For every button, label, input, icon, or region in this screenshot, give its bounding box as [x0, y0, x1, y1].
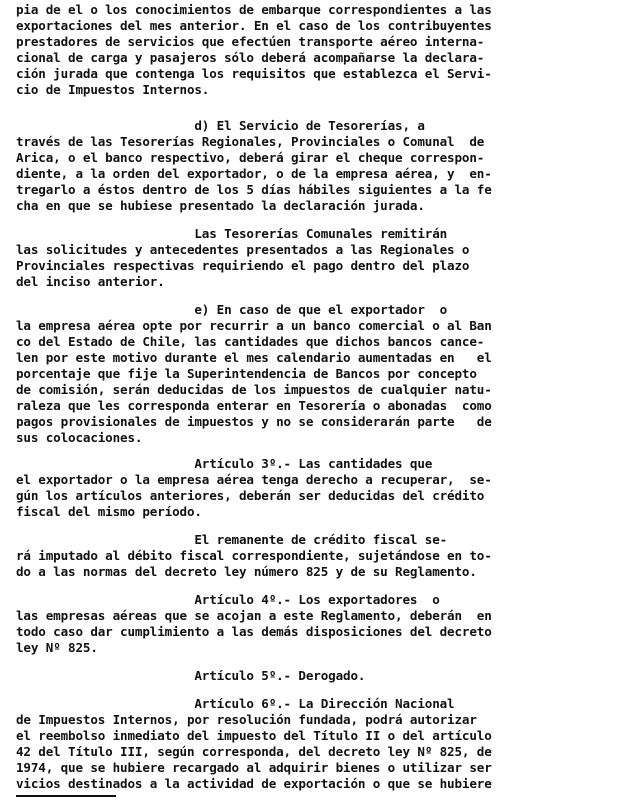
text-line: rá imputado al débito fiscal correspondiente, sujetándose en to-: [16, 548, 492, 563]
text-line: el exportador o la empresa aérea tenga derecho a recuperar, se-: [16, 472, 492, 487]
text-line: las solicitudes y antecedentes presentados a las Regionales o: [16, 242, 470, 257]
text-line: porcentaje que fije la Superintendencia de Bancos por concepto: [16, 366, 477, 381]
text-line: Las Tesorerías Comunales remitirán: [16, 226, 448, 241]
text-line: Provinciales respectivas requiriendo el pago dentro del plazo: [16, 258, 470, 273]
text-line: d) El Servicio de Tesorerías, a: [16, 118, 425, 133]
text-line: de comisión, serán deducidas de los impuestos de cualquier natu-: [16, 382, 492, 397]
text-line: 42 del Título III, según corresponda, del decreto ley Nº 825, de: [16, 744, 492, 759]
text-line: Artículo 3º.- Las cantidades que: [16, 456, 433, 471]
text-line: del inciso anterior.: [16, 274, 165, 289]
text-line: cio de Impuestos Internos.: [16, 82, 210, 97]
text-line: ley Nº 825.: [16, 640, 98, 655]
text-line: exportaciones del mes anterior. En el caso de los contribuyentes: [16, 18, 492, 33]
text-line: pia de el o los conocimientos de embarque correspondientes a las: [16, 2, 492, 17]
text-line: cional de carga y pasajeros sólo deberá acompañarse la declara-: [16, 50, 485, 65]
text-line: prestadores de servicios que efectúen transporte aéreo interna-: [16, 34, 485, 49]
text-line: co del Estado de Chile, las cantidades que dichos bancos cance-: [16, 334, 485, 349]
text-line: gún los artículos anteriores, deberán ser deducidas del crédito: [16, 488, 485, 503]
text-line: El remanente de crédito fiscal se-: [16, 532, 448, 547]
text-line: fiscal del mismo período.: [16, 504, 202, 519]
text-line: diente, a la orden del exportador, o de la empresa aérea, y en-: [16, 166, 492, 181]
text-line: Artículo 6º.- La Dirección Nacional: [16, 696, 455, 711]
text-line: vicios destinados a la actividad de exportación o que se hubiere: [16, 776, 492, 791]
text-line: todo caso dar cumplimiento a las demás disposiciones del decreto: [16, 624, 492, 639]
text-line: raleza que les corresponda enterar en Tesorería o abonadas como: [16, 398, 492, 413]
text-line: cha en que se hubiese presentado la declaración jurada.: [16, 198, 425, 213]
text-line: las empresas aéreas que se acojan a este Reglamento, deberán en: [16, 608, 492, 623]
text-line: Arica, o el banco respectivo, deberá girar el cheque correspon-: [16, 150, 485, 165]
text-line: pagos provisionales de impuestos y no se considerarán parte de: [16, 414, 492, 429]
text-line: el reembolso inmediato del impuesto del Título II o del artículo: [16, 728, 492, 743]
text-line: do a las normas del decreto ley número 825 y de su Reglamento.: [16, 564, 477, 579]
text-line: de Impuestos Internos, por resolución fundada, podrá autorizar: [16, 712, 477, 727]
bottom-rule: [16, 795, 116, 797]
text-line: Artículo 5º.- Derogado.: [16, 668, 366, 683]
text-line: través de las Tesorerías Regionales, Provinciales o Comunal de: [16, 134, 485, 149]
text-line: Artículo 4º.- Los exportadores o: [16, 592, 440, 607]
text-line: 1974, que se hubiere recargado al adquirir bienes o utilizar ser: [16, 760, 492, 775]
text-line: sus colocaciones.: [16, 430, 143, 445]
text-line: ción jurada que contenga los requisitos que establezca el Servi-: [16, 66, 492, 81]
text-line: la empresa aérea opte por recurrir a un banco comercial o al Ban: [16, 318, 492, 333]
text-line: e) En caso de que el exportador o: [16, 302, 448, 317]
text-line: tregarlo a éstos dentro de los 5 días hábiles siguientes a la fe: [16, 182, 492, 197]
text-line: len por este motivo durante el mes calendario aumentadas en el: [16, 350, 492, 365]
